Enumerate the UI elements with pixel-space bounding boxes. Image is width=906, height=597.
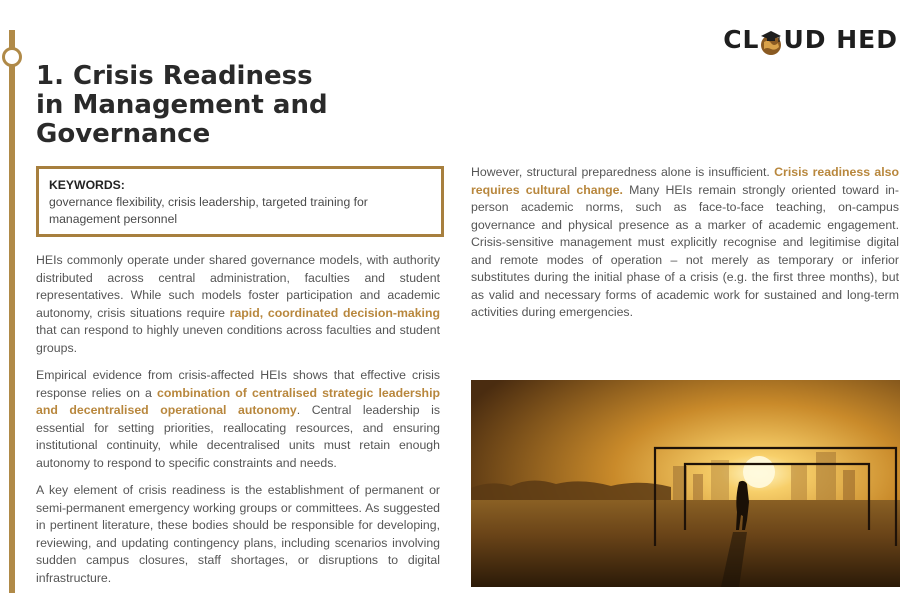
title-line-1: 1. Crisis Readiness [36,61,313,91]
paragraph-text: that can respond to highly uneven conditions across faculties and student groups. [36,323,440,355]
title-line-2: in Management and [36,90,328,120]
right-column [471,164,899,332]
paragraph-text: . Central leadership is essential for setting priorities, reallocating resources, and ensuring institutional continuity, while decentralised units must retain enough autonomy to respond to specific constraints and needs. [36,403,440,470]
highlight-text: rapid, coordinated decision-making [229,305,440,320]
keywords-label: KEYWORDS: [49,178,125,192]
paragraph-cultural-change [471,164,899,322]
keywords-text: governance flexibility, crisis leadership, targeted training for management personnel [49,195,368,226]
title-line-3: Governance [36,119,211,149]
highlight-text: Crisis readiness also requires cultural change. [471,165,899,197]
logo-text-left: CL [723,24,760,54]
paragraph-empirical-evidence [36,367,440,472]
paragraph-text: However, structural preparedness alone is insufficient. [471,165,775,179]
photo-illustration [471,380,900,587]
side-rule-dot [2,47,22,67]
left-column [36,252,440,597]
sunrise-field-photo [471,380,900,587]
paragraph-working-groups: A key element of crisis readiness is the establishment of permanent or semi-permanent emergency working groups or committees. As suggested in pertinent literature, these bodies should be responsible for developing, reviewing, and updating contingency plans, including scenarios involving sudden campus closures, staff shortages, or disruptions to digital infrastructure. [36,483,440,585]
cloud-hed-logo [723,24,898,54]
paragraph-shared-governance [36,252,440,357]
paragraph-text: HEIs commonly operate under shared governance models, with authority distributed across central administration, faculties and student representatives. While such models foster participation and academic autonomy, crisis situations require [36,253,440,320]
page-title [36,62,436,149]
paragraph-text: Empirical evidence from crisis-affected HEIs shows that effective crisis response relies on a [36,368,440,400]
keywords-box [36,166,444,237]
graduation-globe-icon [760,30,782,52]
logo-text-right: UD HED [783,24,898,54]
side-rule [9,30,15,593]
paragraph-text: Many HEIs remain strongly oriented toward in-person academic norms, such as face-to-face teaching, on-campus governance and physical presence as a marker of academic engagement. Crisis-sensitive management must explicitly recognise and legitimise digital and remote modes of operation – not merely as temporary or inferior substitutes during the initial phase of a crisis (e.g. the first three months), but as valid and necessary forms of academic work for sustained and long-term activities during emergencies. [471,182,899,319]
highlight-text: combination of centralised strategic leadership and decentralised operational autonomy [36,385,440,417]
